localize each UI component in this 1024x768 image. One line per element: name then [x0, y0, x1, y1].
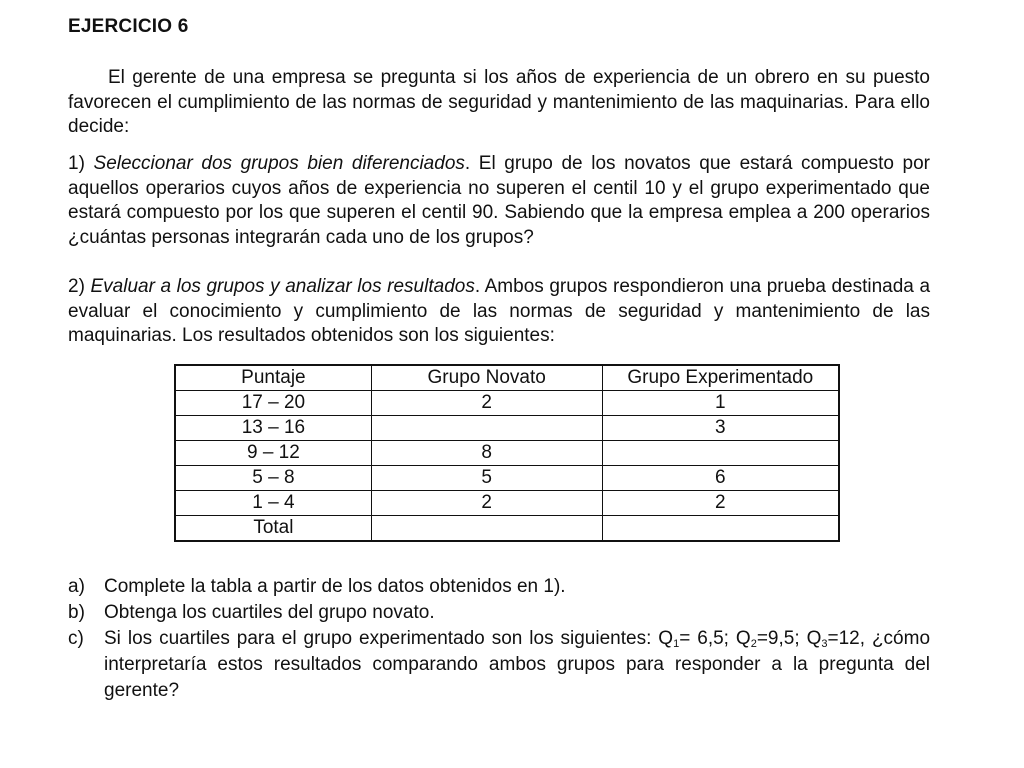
- cell-experimentado: 3: [602, 416, 839, 441]
- table-row: [175, 391, 839, 416]
- cell-novato: 5: [371, 466, 602, 491]
- question-c-part-3: =9,5; Q: [756, 628, 822, 649]
- question-a-text: Complete la tabla a partir de los datos obtenidos en 1).: [104, 576, 566, 597]
- questions-list: [68, 574, 930, 704]
- cell-total-novato: [371, 516, 602, 542]
- table-row: [175, 491, 839, 516]
- cell-puntaje: 17 – 20: [175, 391, 371, 416]
- question-a-marker: a): [68, 576, 85, 597]
- step-2-text: . Ambos grupos respondieron una prueba destinada a evaluar el conocimiento y cumplimiento de las normas de seguridad y mantenimiento de las maquinarias. Los resultados obtenidos son los siguientes:: [68, 276, 931, 346]
- cell-experimentado: 1: [602, 391, 839, 416]
- step-2-paragraph: [68, 275, 930, 349]
- header-grupo-novato: Grupo Novato: [371, 365, 602, 391]
- question-c-part-4: =12, ¿cómo interpretaría estos resultados comparando ambos grupos para responder a la pregunta del gerente?: [104, 628, 931, 701]
- exercise-title: EJERCICIO 6: [68, 16, 189, 37]
- cell-experimentado: [602, 441, 839, 466]
- question-c-marker: c): [68, 628, 84, 649]
- table-row: [175, 466, 839, 491]
- step-2-number: 2): [68, 276, 85, 297]
- cell-total-label: Total: [175, 516, 371, 542]
- cell-puntaje: 9 – 12: [175, 441, 371, 466]
- cell-experimentado: 6: [602, 466, 839, 491]
- question-c-part-1: Si los cuartiles para el grupo experimentado son los siguientes: Q: [104, 628, 674, 649]
- question-b-marker: b): [68, 602, 85, 623]
- question-c-text: [104, 628, 930, 701]
- step-1-text: . El grupo de los novatos que estará compuesto por aquellos operarios cuyos años de experiencia no superen el centil 10 y el grupo experimentado que estará compuesto por los que superen el centil 90. Sabiendo que la empresa emplea a 200 operarios ¿cuántas personas integrarán cada uno de los grupos?: [68, 153, 930, 248]
- cell-puntaje: 13 – 16: [175, 416, 371, 441]
- cell-total-experimentado: [602, 516, 839, 542]
- step-2-heading: Evaluar a los grupos y analizar los resultados: [90, 276, 475, 297]
- q1-subscript: 1: [673, 638, 680, 650]
- cell-novato: 2: [371, 391, 602, 416]
- header-puntaje: Puntaje: [175, 365, 371, 391]
- q2-subscript: 2: [750, 638, 757, 650]
- cell-experimentado: 2: [602, 491, 839, 516]
- header-grupo-experimentado: Grupo Experimentado: [602, 365, 839, 391]
- question-a: [68, 574, 930, 600]
- cell-novato: 8: [371, 441, 602, 466]
- cell-novato: 2: [371, 491, 602, 516]
- step-1-number: 1): [68, 153, 85, 174]
- cell-puntaje: 1 – 4: [175, 491, 371, 516]
- table-total-row: [175, 516, 839, 542]
- cell-novato: [371, 416, 602, 441]
- question-b-text: Obtenga los cuartiles del grupo novato.: [104, 602, 435, 623]
- intro-paragraph: El gerente de una empresa se pregunta si los años de experiencia de un obrero en su puesto favorecen el cumplimiento de las normas de seguridad y mantenimiento de las maquinarias. Para ello decide:: [68, 67, 930, 137]
- results-table: [174, 364, 840, 542]
- question-c-part-2: = 6,5; Q: [679, 628, 751, 649]
- q3-subscript: 3: [821, 638, 828, 650]
- step-1-heading: Seleccionar dos grupos bien diferenciados: [93, 153, 465, 174]
- question-c: [68, 626, 930, 704]
- step-1-paragraph: [68, 152, 930, 250]
- table-row: [175, 441, 839, 466]
- table-header-row: [175, 365, 839, 391]
- table-row: [175, 416, 839, 441]
- question-b: [68, 600, 930, 626]
- cell-puntaje: 5 – 8: [175, 466, 371, 491]
